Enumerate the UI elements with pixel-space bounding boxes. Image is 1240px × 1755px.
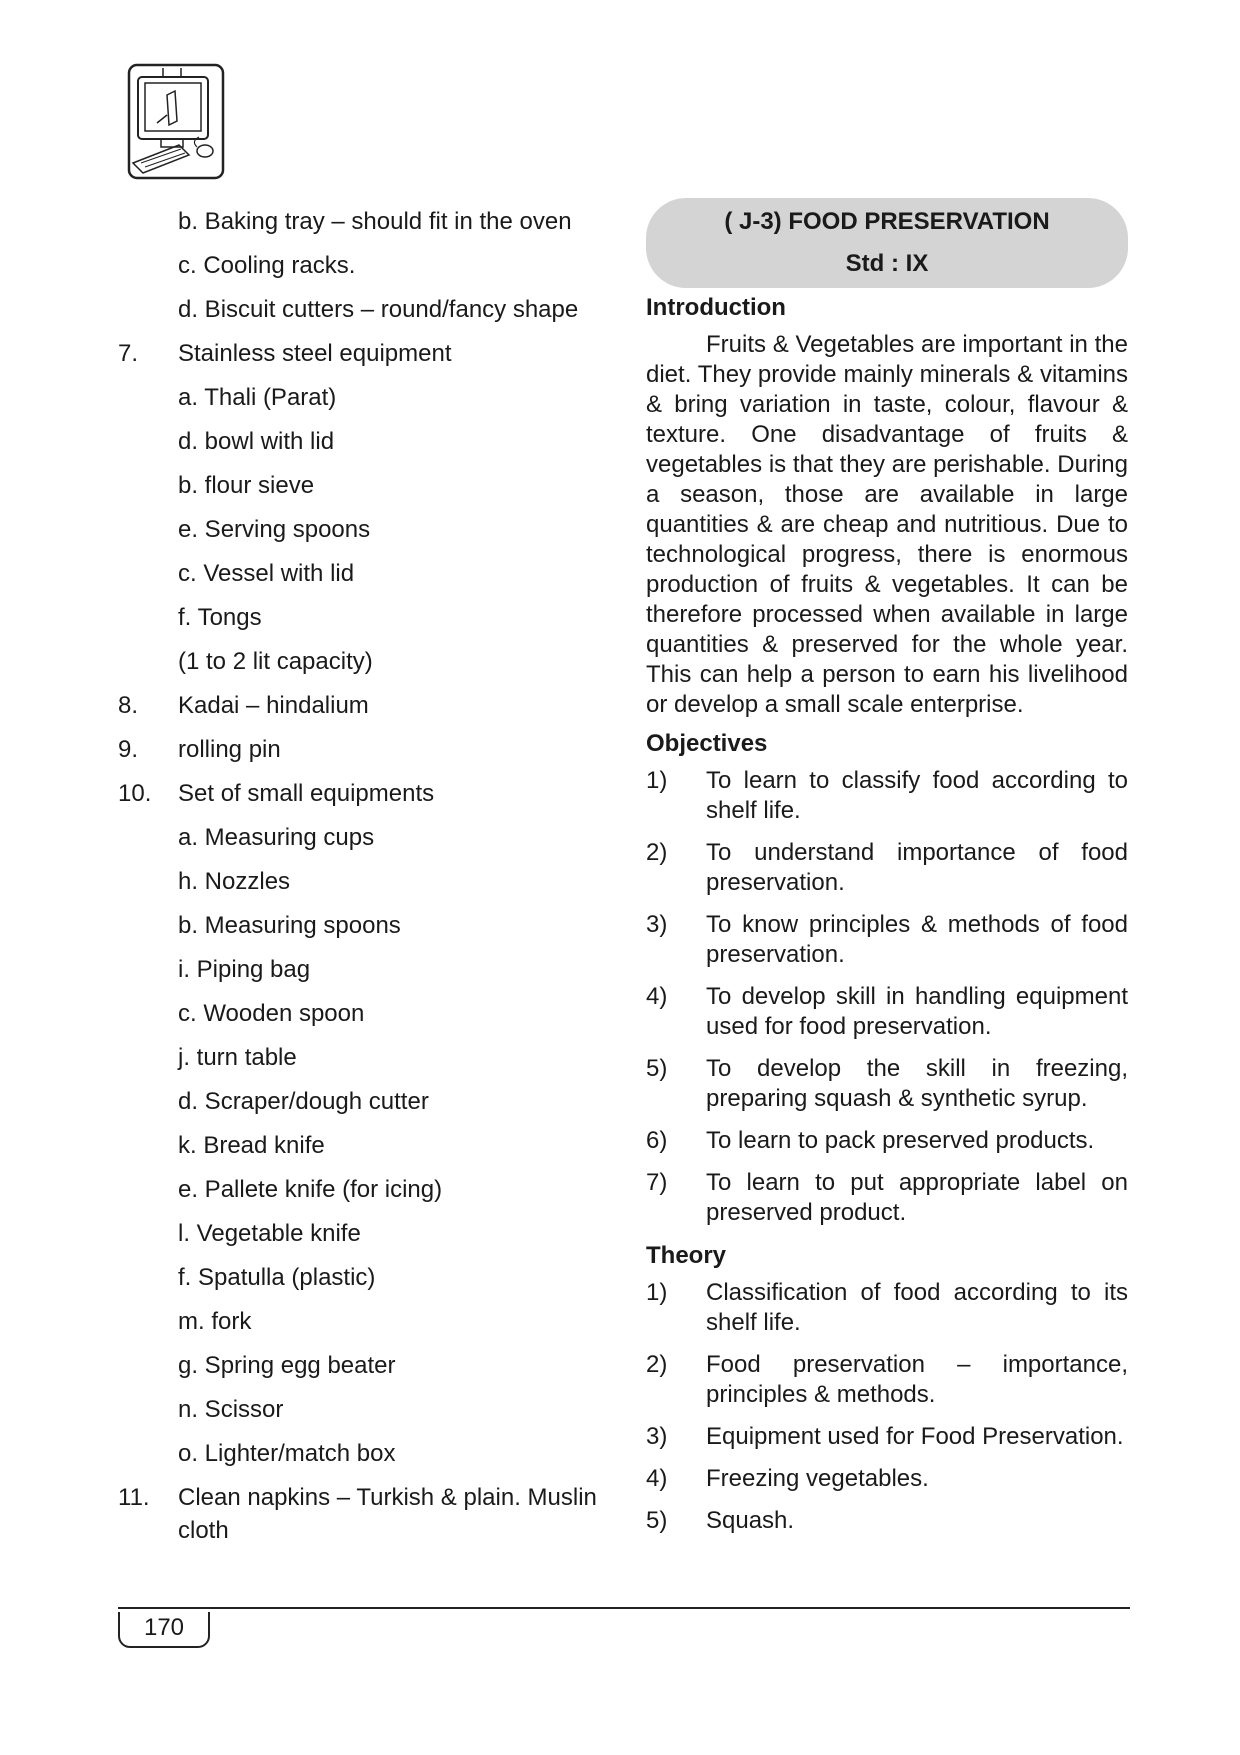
list-item: [118, 953, 608, 997]
item-text: To learn to put appropriate label on preserved product.: [706, 1169, 1128, 1226]
item-text: b. Baking tray – should fit in the oven: [178, 208, 572, 235]
item-text: d. bowl with lid: [178, 428, 335, 455]
item-text: Equipment used for Food Preservation.: [706, 1423, 1124, 1450]
item-text: a. Measuring cups: [178, 824, 375, 851]
theory-item: [646, 1278, 1128, 1338]
list-item: [118, 821, 608, 865]
item-text: Set of small equipments: [178, 780, 435, 807]
item-number: 4): [646, 983, 668, 1010]
objective-item: [646, 910, 1128, 970]
item-text: rolling pin: [178, 736, 281, 763]
list-item: [118, 1041, 608, 1085]
section-header: [646, 198, 1128, 288]
theory-list: [646, 1278, 1128, 1536]
equipment-list: [118, 205, 608, 1547]
theory-item: [646, 1506, 1128, 1536]
item-number: 9.: [118, 736, 139, 763]
item-text: b. flour sieve: [178, 472, 315, 499]
section-std: Std : IX: [845, 250, 929, 277]
list-item: [118, 1129, 608, 1173]
list-item: [118, 557, 608, 601]
theory-item: [646, 1350, 1128, 1410]
list-item: [118, 1217, 608, 1261]
item-text: b. Measuring spoons: [178, 912, 401, 939]
item-text: Stainless steel equipment: [178, 340, 452, 367]
objective-item: [646, 766, 1128, 826]
theory-item: [646, 1422, 1128, 1452]
objectives-heading: Objectives: [646, 730, 768, 757]
list-item: [118, 997, 608, 1041]
item-number: 3): [646, 1423, 668, 1450]
list-item: [118, 381, 608, 425]
objective-item: [646, 838, 1128, 898]
list-item: [118, 425, 608, 469]
item-text: d. Biscuit cutters – round/fancy shape: [178, 296, 579, 323]
item-number: 7): [646, 1169, 668, 1196]
page-number: 170: [118, 1612, 210, 1648]
objective-item: [646, 1168, 1128, 1228]
objective-item: [646, 1126, 1128, 1156]
item-text: To develop skill in handling equipment used for food preservation.: [706, 983, 1128, 1040]
item-text: Freezing vegetables.: [706, 1465, 929, 1492]
objective-item: [646, 1054, 1128, 1114]
list-item: [118, 1173, 608, 1217]
item-text: c. Vessel with lid: [178, 560, 355, 587]
item-number: 2): [646, 839, 668, 866]
item-text: h. Nozzles: [178, 868, 291, 895]
item-text: Classification of food according to its shelf life.: [706, 1279, 1128, 1336]
list-item: [118, 601, 608, 645]
item-number: 3): [646, 911, 668, 938]
item-text: n. Scissor: [178, 1396, 284, 1423]
item-number: 5): [646, 1055, 668, 1082]
item-text: l. Vegetable knife: [178, 1220, 361, 1247]
item-text: e. Serving spoons: [178, 516, 371, 543]
list-item: [118, 777, 608, 821]
theory-item: [646, 1464, 1128, 1494]
computer-drawing-icon: [127, 63, 225, 180]
list-item: [118, 513, 608, 557]
item-text: a. Thali (Parat): [178, 384, 337, 411]
item-text: m. fork: [178, 1308, 252, 1335]
section-title: ( J-3) FOOD PRESERVATION: [724, 208, 1050, 235]
list-item: [118, 1261, 608, 1305]
item-text: j. turn table: [178, 1044, 297, 1071]
list-item: [118, 205, 608, 249]
item-text: o. Lighter/match box: [178, 1440, 396, 1467]
list-item: [118, 1085, 608, 1129]
item-text: Clean napkins – Turkish & plain. Muslin cloth: [178, 1484, 597, 1544]
item-text: e. Pallete knife (for icing): [178, 1176, 443, 1203]
item-text: c. Wooden spoon: [178, 1000, 365, 1027]
theory-heading: Theory: [646, 1242, 727, 1269]
objective-item: [646, 982, 1128, 1042]
list-item: [118, 249, 608, 293]
item-text: Food preservation – importance, principles & methods.: [706, 1351, 1128, 1408]
item-text: k. Bread knife: [178, 1132, 325, 1159]
list-item: [118, 645, 608, 689]
item-text: (1 to 2 lit capacity): [178, 648, 373, 675]
objectives-list: [646, 766, 1128, 1228]
item-text: Squash.: [706, 1507, 795, 1534]
list-item: [118, 1481, 608, 1547]
list-item: [118, 1349, 608, 1393]
item-text: To learn to classify food according to shelf life.: [706, 767, 1128, 824]
list-item: [118, 733, 608, 777]
introduction-heading: Introduction: [646, 294, 786, 321]
item-number: 4): [646, 1465, 668, 1492]
item-text: d. Scraper/dough cutter: [178, 1088, 429, 1115]
item-text: To understand importance of food preservation.: [706, 839, 1128, 896]
item-text: f. Tongs: [178, 604, 262, 631]
list-item: [118, 689, 608, 733]
list-item: [118, 469, 608, 513]
item-text: To learn to pack preserved products.: [706, 1127, 1095, 1154]
list-item: [118, 909, 608, 953]
item-number: 5): [646, 1507, 668, 1534]
item-text: Kadai – hindalium: [178, 692, 369, 719]
item-text: To develop the skill in freezing, preparing squash & synthetic syrup.: [706, 1055, 1128, 1112]
footer-divider: [118, 1607, 1130, 1609]
item-number: 1): [646, 1279, 668, 1306]
right-column: [646, 198, 1128, 1548]
list-item: [118, 1437, 608, 1481]
list-item: [118, 337, 608, 381]
list-item: [118, 865, 608, 909]
item-number: 7.: [118, 340, 139, 367]
item-number: 11.: [118, 1484, 150, 1511]
introduction-text: Fruits & Vegetables are important in the diet. They provide mainly minerals & vitamins & bring variation in taste, colour, flavour & texture. One disadvantage of fruits & vegetables is that they are perishable. During a season, those are available in large quantities & are cheap and nutritious. Due to technological progress, there is enormous production of fruits & vegetables. It can be therefore processed when available in large quantities & preserved for the whole year. This can help a person to earn his livelihood or develop a small scale enterprise.: [646, 331, 1128, 718]
item-text: To know principles & methods of food preservation.: [706, 911, 1128, 968]
item-text: g. Spring egg beater: [178, 1352, 396, 1379]
item-text: i. Piping bag: [178, 956, 311, 983]
item-number: 10.: [118, 780, 152, 807]
item-text: c. Cooling racks.: [178, 252, 356, 279]
item-number: 1): [646, 767, 668, 794]
list-item: [118, 1393, 608, 1437]
list-item: [118, 1305, 608, 1349]
item-text: f. Spatulla (plastic): [178, 1264, 376, 1291]
item-number: 2): [646, 1351, 668, 1378]
item-number: 6): [646, 1127, 668, 1154]
list-item: [118, 293, 608, 337]
item-number: 8.: [118, 692, 139, 719]
